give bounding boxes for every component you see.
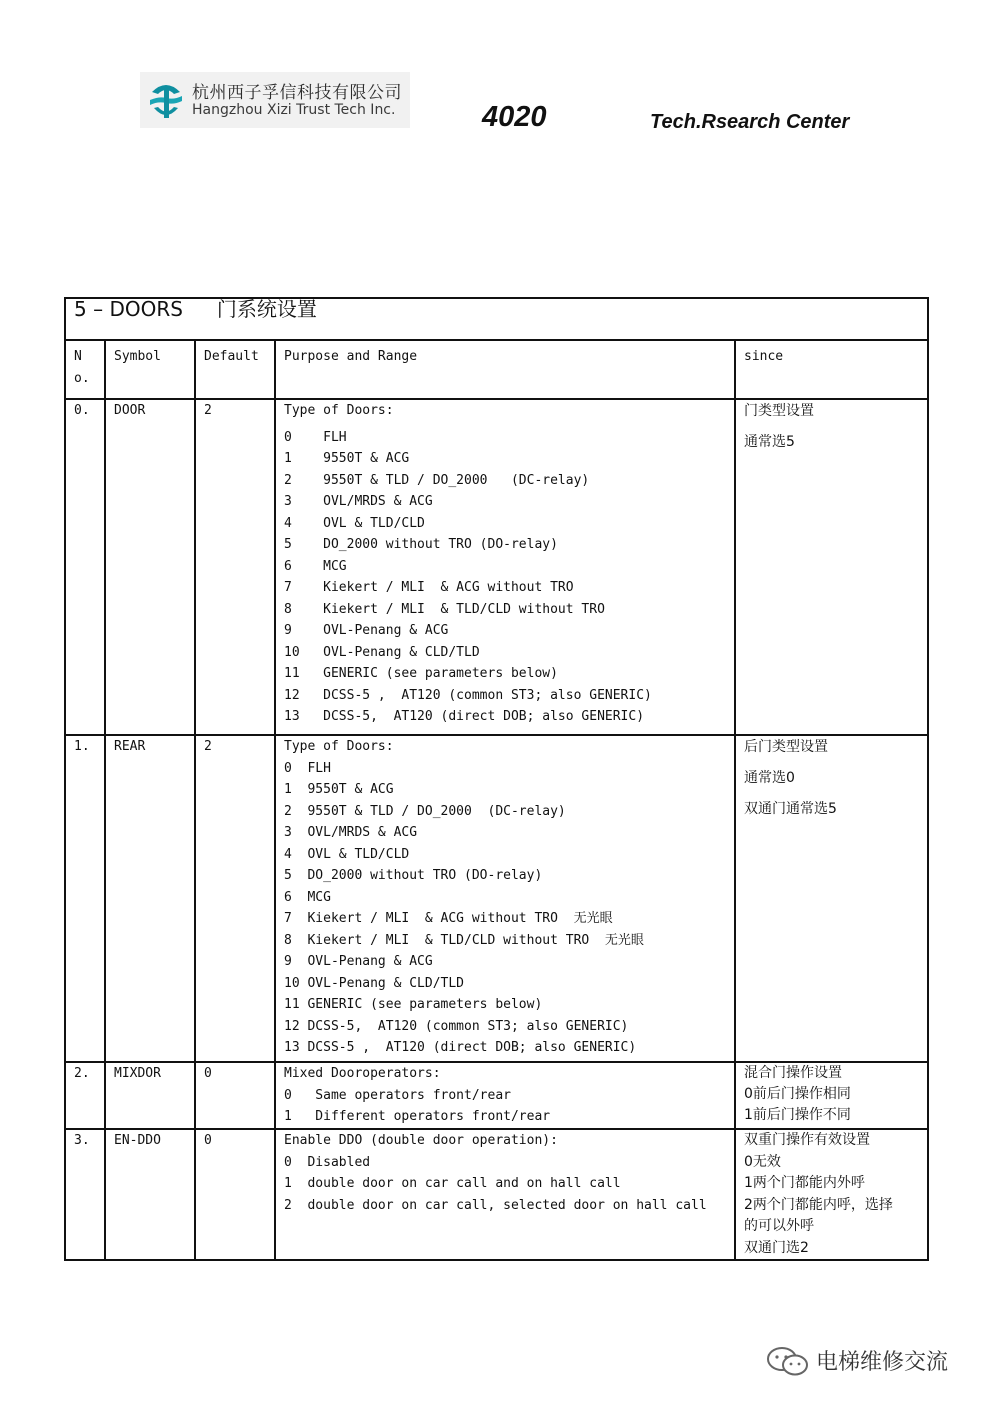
- row-default: 2: [195, 735, 275, 1062]
- option-line: 11 GENERIC (see parameters below): [284, 666, 558, 681]
- purpose-title: Mixed Dooroperators:: [284, 1066, 441, 1081]
- option-line: 9 OVL-Penang & ACG: [284, 623, 449, 638]
- option-line: 8 Kiekert / MLI & TLD/CLD without TRO: [284, 601, 605, 617]
- column-header-row: [65, 340, 928, 399]
- since-note: 0无效: [744, 1153, 781, 1170]
- column-header-no: [65, 340, 105, 399]
- since-note: 1两个门都能内外呼: [744, 1175, 865, 1191]
- section-title-row: [65, 298, 928, 340]
- option-line: 12 DCSS-5, AT120 (common ST3; also GENERIC): [284, 1018, 629, 1034]
- table-row: [65, 1062, 928, 1129]
- option-line: 10 OVL-Penang & CLD/TLD: [284, 644, 480, 660]
- wechat-icon: [766, 1347, 810, 1377]
- option-line: 13 DCSS-5, AT120 (direct DOB; also GENERIC): [284, 709, 645, 724]
- option-line: 2 double door on car call, selected door on hall call: [284, 1197, 707, 1213]
- column-header-default: Default: [195, 340, 275, 399]
- table-row: [65, 399, 928, 735]
- option-line: 1 Different operators front/rear: [284, 1109, 551, 1124]
- option-line: 7 Kiekert / MLI & ACG without TRO: [284, 580, 574, 595]
- row-default: 2: [195, 399, 275, 735]
- parameter-table: [64, 297, 929, 1261]
- column-header-symbol: Symbol: [105, 340, 195, 399]
- row-purpose: [275, 1062, 735, 1129]
- option-line: 11 GENERIC (see parameters below): [284, 997, 543, 1012]
- option-line: 6 MCG: [284, 558, 347, 574]
- row-since: [735, 735, 928, 1062]
- option-line: 4 OVL & TLD/CLD: [284, 846, 410, 862]
- table-row: [65, 1129, 928, 1260]
- row-symbol: DOOR: [105, 399, 195, 735]
- option-line: 5 DO_2000 without TRO (DO-relay): [284, 868, 543, 883]
- since-note: 1前后门操作不同: [744, 1107, 851, 1123]
- row-since: [735, 1129, 928, 1260]
- column-header-since: since: [735, 340, 928, 399]
- option-line: 5 DO_2000 without TRO (DO-relay): [284, 537, 558, 552]
- row-purpose: [275, 1129, 735, 1260]
- since-note: 0前后门操作相同: [744, 1086, 851, 1102]
- row-symbol: EN-DDO: [105, 1129, 195, 1260]
- since-note: 的可以外呼: [744, 1218, 814, 1234]
- research-center-name: Tech.Rsearch Center: [650, 111, 850, 133]
- option-line: 1 9550T & ACG: [284, 782, 394, 797]
- section-title-cn: 门系统设置: [216, 297, 317, 321]
- watermark-text: 电梯维修交流: [816, 1350, 949, 1375]
- option-line: 9 OVL-Penang & ACG: [284, 954, 433, 969]
- option-line: 3 OVL/MRDS & ACG: [284, 825, 418, 840]
- option-line: 0 Disabled: [284, 1154, 371, 1170]
- since-note: 门类型设置: [744, 403, 814, 419]
- row-default: 0: [195, 1129, 275, 1260]
- option-line: 3 OVL/MRDS & ACG: [284, 494, 433, 509]
- since-note: 混合门操作设置: [744, 1065, 842, 1081]
- option-line: 0 Same operators front/rear: [284, 1087, 511, 1103]
- since-note: 双通门选2: [744, 1239, 809, 1256]
- option-line: 0 FLH: [284, 429, 347, 445]
- row-number: 3.: [65, 1129, 105, 1260]
- row-default: 0: [195, 1062, 275, 1129]
- option-line: 2 9550T & TLD / DO_2000 (DC-relay): [284, 472, 590, 488]
- row-symbol: MIXDOR: [105, 1062, 195, 1129]
- company-name-cn: 杭州西子孚信科技有限公司: [192, 83, 402, 103]
- purpose-title: Type of Doors:: [284, 739, 394, 754]
- option-line: 2 9550T & TLD / DO_2000 (DC-relay): [284, 803, 566, 819]
- row-number: 2.: [65, 1062, 105, 1129]
- option-line: 4 OVL & TLD/CLD: [284, 515, 425, 531]
- option-line: 12 DCSS-5 , AT120 (common ST3; also GENERIC): [284, 687, 652, 703]
- section-title-en: 5 – DOORS: [74, 297, 183, 321]
- since-note: 后门类型设置: [744, 739, 828, 755]
- option-line: 6 MCG: [284, 889, 331, 905]
- company-logo: [140, 72, 410, 128]
- purpose-title: Enable DDO (double door operation):: [284, 1133, 558, 1148]
- row-symbol: REAR: [105, 735, 195, 1062]
- since-note: 双重门操作有效设置: [744, 1132, 870, 1148]
- option-line: 1 9550T & ACG: [284, 451, 410, 466]
- table-row: [65, 735, 928, 1062]
- column-header-purpose: Purpose and Range: [275, 340, 735, 399]
- row-purpose: [275, 399, 735, 735]
- option-line: 10 OVL-Penang & CLD/TLD: [284, 975, 465, 991]
- option-line: 7 Kiekert / MLI & ACG without TRO 无光眼: [284, 911, 613, 926]
- since-note: 2两个门都能内呼，选择: [744, 1196, 893, 1213]
- since-note: 通常选0: [744, 770, 795, 786]
- row-purpose: [275, 735, 735, 1062]
- row-number: 1.: [65, 735, 105, 1062]
- since-note: 双通门通常选5: [744, 801, 837, 817]
- option-line: 0 FLH: [284, 760, 331, 776]
- logo-emblem-icon: [146, 78, 186, 122]
- column-header-no-label: No.: [74, 349, 90, 386]
- since-note: 通常选5: [744, 434, 795, 450]
- document-number: 4020: [482, 101, 547, 133]
- purpose-title: Type of Doors:: [284, 403, 394, 418]
- row-since: [735, 399, 928, 735]
- company-name-en: Hangzhou Xizi Trust Tech Inc.: [192, 102, 396, 118]
- section-title: [65, 298, 928, 340]
- row-since: [735, 1062, 928, 1129]
- row-number: 0.: [65, 399, 105, 735]
- option-line: 1 double door on car call and on hall call: [284, 1176, 621, 1191]
- option-line: 8 Kiekert / MLI & TLD/CLD without TRO 无光眼: [284, 932, 644, 948]
- option-line: 13 DCSS-5 , AT120 (direct DOB; also GENERIC): [284, 1040, 637, 1055]
